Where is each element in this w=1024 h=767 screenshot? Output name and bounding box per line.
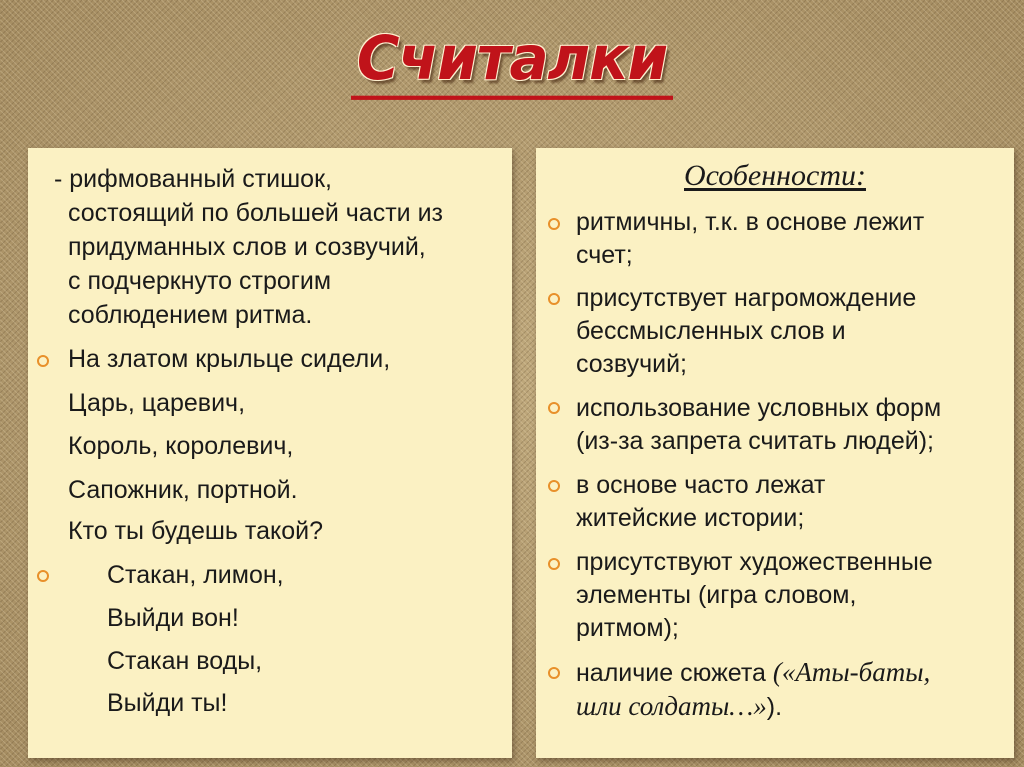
- slide-title: [0, 22, 1024, 98]
- feature-1-line-1: ритмичны, т.к. в основе лежит: [576, 208, 925, 236]
- features-heading: [536, 158, 1014, 194]
- feature-6-plain-2: ).: [766, 693, 783, 721]
- feature-item-6: [576, 656, 930, 724]
- feature-2-line-1: присутствует нагромождение: [576, 284, 917, 312]
- feature-5-line-1: присутствуют художественные: [576, 548, 933, 576]
- definition-line-2: состоящий по большей части из: [68, 199, 443, 227]
- feature-3-line-1: использование условных форм: [576, 394, 942, 422]
- feature-2-line-3: созвучий;: [576, 350, 687, 378]
- bullet-icon: [37, 355, 49, 367]
- rhyme1-line-2: Царь, царевич,: [68, 389, 246, 417]
- feature-item-1: [576, 206, 924, 272]
- bullet-icon: [548, 667, 560, 679]
- feature-1-line-2: счет;: [576, 241, 633, 269]
- feature-item-3: [576, 392, 941, 458]
- feature-item-5: [576, 546, 933, 645]
- definition-panel: [28, 148, 512, 758]
- rhyme1-line-5: Кто ты будешь такой?: [68, 517, 323, 545]
- rhyme1-line-4: Сапожник, портной.: [68, 476, 298, 504]
- slide-title-text: Считалки: [351, 20, 673, 100]
- features-panel: [536, 148, 1014, 758]
- feature-item-4: [576, 469, 825, 535]
- feature-6-line-1: [576, 656, 930, 690]
- bullet-icon: [548, 218, 560, 230]
- rhyme2-line-4: Выйди ты!: [107, 689, 228, 717]
- feature-3-line-2: (из-за запрета считать людей);: [576, 427, 934, 455]
- feature-5-line-3: ритмом);: [576, 614, 679, 642]
- bullet-icon: [548, 402, 560, 414]
- feature-6-line-2: [576, 690, 930, 724]
- feature-6-italic-1: («Аты-баты,: [772, 657, 931, 687]
- rhyme2-line-3: Стакан воды,: [107, 647, 263, 675]
- feature-4-line-2: житейские истории;: [576, 504, 805, 532]
- bullet-icon: [548, 558, 560, 570]
- bullet-icon: [548, 480, 560, 492]
- definition-line-4: с подчеркнуто строгим: [68, 267, 332, 295]
- feature-6-italic-2: шли солдаты…»: [576, 691, 767, 721]
- definition-line-3: придуманных слов и созвучий,: [68, 233, 426, 261]
- rhyme2-line-2: Выйди вон!: [107, 604, 239, 632]
- feature-5-line-2: элементы (игра словом,: [576, 581, 857, 609]
- bullet-icon: [37, 570, 49, 582]
- feature-6-plain-1: наличие сюжета: [576, 659, 773, 687]
- feature-4-line-1: в основе часто лежат: [576, 471, 826, 499]
- rhyme1-line-1: На златом крыльце сидели,: [68, 345, 391, 373]
- features-heading-text: Особенности:: [684, 159, 866, 192]
- definition-line-1: - рифмованный стишок,: [54, 165, 332, 193]
- rhyme2-line-1: Стакан, лимон,: [107, 561, 284, 589]
- definition-line-5: соблюдением ритма.: [68, 301, 313, 329]
- feature-item-2: [576, 282, 916, 381]
- feature-2-line-2: бессмысленных слов и: [576, 317, 846, 345]
- bullet-icon: [548, 293, 560, 305]
- rhyme1-line-3: Король, королевич,: [68, 432, 294, 460]
